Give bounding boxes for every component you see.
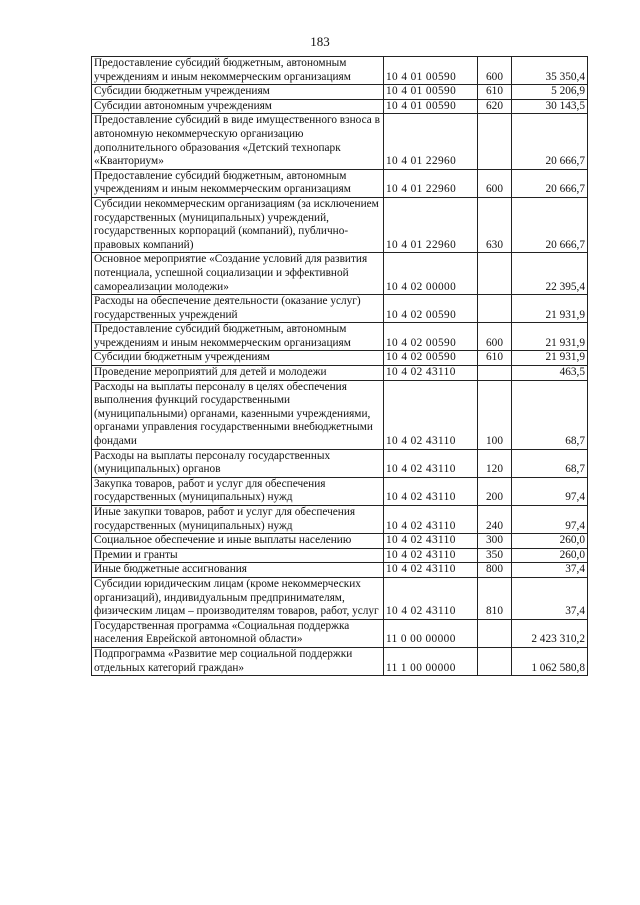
row-target-code-cell: 10 4 02 43110	[384, 534, 478, 549]
table-row	[92, 57, 588, 85]
row-expense-type-cell	[478, 253, 512, 295]
row-amount-cell: 22 395,4	[512, 253, 588, 295]
row-amount-cell: 68,7	[512, 380, 588, 449]
table-row	[92, 619, 588, 647]
row-name-cell: Государственная программа «Социальная поддержка населения Еврейской автономной области»	[92, 619, 384, 647]
row-name-cell: Закупка товаров, работ и услуг для обеспечения государственных (муниципальных) нужд	[92, 477, 384, 505]
row-amount-cell: 1 062 580,8	[512, 647, 588, 675]
table-row	[92, 197, 588, 252]
row-expense-type-cell	[478, 647, 512, 675]
row-target-code-cell: 10 4 02 00000	[384, 253, 478, 295]
table-row	[92, 85, 588, 100]
row-expense-type-cell: 800	[478, 563, 512, 578]
row-expense-type-cell: 600	[478, 57, 512, 85]
table-row	[92, 647, 588, 675]
row-name-cell: Субсидии юридическим лицам (кроме некоммерческих организаций), индивидуальным предпринимателям, физическим лицам – производителям товаров, работ, услуг	[92, 577, 384, 619]
row-target-code-cell: 10 4 01 22960	[384, 169, 478, 197]
row-name-cell: Иные бюджетные ассигнования	[92, 563, 384, 578]
table-row	[92, 351, 588, 366]
table-row	[92, 577, 588, 619]
row-expense-type-cell: 200	[478, 477, 512, 505]
row-amount-cell: 35 350,4	[512, 57, 588, 85]
row-amount-cell: 37,4	[512, 577, 588, 619]
row-expense-type-cell: 620	[478, 99, 512, 114]
row-target-code-cell: 10 4 02 43110	[384, 477, 478, 505]
row-name-cell: Проведение мероприятий для детей и молодежи	[92, 366, 384, 381]
row-target-code-cell: 10 4 02 43110	[384, 449, 478, 477]
row-target-code-cell: 10 4 02 43110	[384, 563, 478, 578]
row-target-code-cell: 10 4 01 22960	[384, 114, 478, 169]
row-expense-type-cell: 240	[478, 506, 512, 534]
row-amount-cell: 260,0	[512, 548, 588, 563]
row-target-code-cell: 10 4 02 43110	[384, 577, 478, 619]
row-expense-type-cell: 100	[478, 380, 512, 449]
row-expense-type-cell: 610	[478, 85, 512, 100]
table-row	[92, 253, 588, 295]
row-name-cell: Расходы на выплаты персоналу государственных (муниципальных) органов	[92, 449, 384, 477]
table-row	[92, 563, 588, 578]
row-target-code-cell: 10 4 01 00590	[384, 85, 478, 100]
row-amount-cell: 2 423 310,2	[512, 619, 588, 647]
row-name-cell: Предоставление субсидий бюджетным, автономным учреждениям и иным некоммерческим организациям	[92, 57, 384, 85]
table-row	[92, 449, 588, 477]
row-name-cell: Предоставление субсидий в виде имущественного взноса в автономную некоммерческую организацию дополнительного образования «Детский технопарк «Кванториум»	[92, 114, 384, 169]
row-name-cell: Предоставление субсидий бюджетным, автономным учреждениям и иным некоммерческим организациям	[92, 169, 384, 197]
row-expense-type-cell: 600	[478, 323, 512, 351]
budget-table	[91, 56, 588, 676]
row-target-code-cell: 10 4 02 00590	[384, 351, 478, 366]
row-name-cell: Премии и гранты	[92, 548, 384, 563]
row-name-cell: Подпрограмма «Развитие мер социальной поддержки отдельных категорий граждан»	[92, 647, 384, 675]
row-name-cell: Расходы на обеспечение деятельности (оказание услуг) государственных учреждений	[92, 295, 384, 323]
row-name-cell: Предоставление субсидий бюджетным, автономным учреждениям и иным некоммерческим организациям	[92, 323, 384, 351]
row-amount-cell: 37,4	[512, 563, 588, 578]
table-row	[92, 548, 588, 563]
row-amount-cell: 21 931,9	[512, 323, 588, 351]
table-row	[92, 99, 588, 114]
table-row	[92, 114, 588, 169]
row-expense-type-cell	[478, 366, 512, 381]
table-row	[92, 380, 588, 449]
row-name-cell: Расходы на выплаты персоналу в целях обеспечения выполнения функций государственными (муниципальными) органами, казенными учреждениями, органами управления государственными внебюджетными фондами	[92, 380, 384, 449]
row-name-cell: Субсидии бюджетным учреждениям	[92, 85, 384, 100]
row-target-code-cell: 10 4 02 43110	[384, 380, 478, 449]
row-target-code-cell: 10 4 01 00590	[384, 99, 478, 114]
row-amount-cell: 30 143,5	[512, 99, 588, 114]
row-name-cell: Иные закупки товаров, работ и услуг для обеспечения государственных (муниципальных) нужд	[92, 506, 384, 534]
row-name-cell: Социальное обеспечение и иные выплаты населению	[92, 534, 384, 549]
row-target-code-cell: 11 1 00 00000	[384, 647, 478, 675]
table-row	[92, 534, 588, 549]
row-amount-cell: 20 666,7	[512, 114, 588, 169]
row-expense-type-cell	[478, 295, 512, 323]
row-expense-type-cell: 630	[478, 197, 512, 252]
row-expense-type-cell: 350	[478, 548, 512, 563]
page-number: 183	[310, 34, 330, 49]
row-amount-cell: 97,4	[512, 477, 588, 505]
row-expense-type-cell: 600	[478, 169, 512, 197]
row-amount-cell: 21 931,9	[512, 351, 588, 366]
row-amount-cell: 463,5	[512, 366, 588, 381]
row-target-code-cell: 10 4 02 00590	[384, 295, 478, 323]
row-amount-cell: 5 206,9	[512, 85, 588, 100]
row-expense-type-cell	[478, 619, 512, 647]
row-target-code-cell: 10 4 02 43110	[384, 548, 478, 563]
table-row	[92, 323, 588, 351]
row-name-cell: Субсидии некоммерческим организациям (за исключением государственных (муниципальных) учреждений, государственных корпораций (компаний), публично-правовых компаний)	[92, 197, 384, 252]
row-name-cell: Основное мероприятие «Создание условий для развития потенциала, успешной социализации и эффективной самореализации молодежи»	[92, 253, 384, 295]
row-amount-cell: 68,7	[512, 449, 588, 477]
table-row	[92, 295, 588, 323]
row-amount-cell: 97,4	[512, 506, 588, 534]
row-amount-cell: 21 931,9	[512, 295, 588, 323]
budget-table-body	[92, 57, 588, 676]
row-expense-type-cell: 120	[478, 449, 512, 477]
row-target-code-cell: 11 0 00 00000	[384, 619, 478, 647]
row-amount-cell: 20 666,7	[512, 169, 588, 197]
row-amount-cell: 20 666,7	[512, 197, 588, 252]
row-expense-type-cell	[478, 114, 512, 169]
row-target-code-cell: 10 4 01 00590	[384, 57, 478, 85]
table-row	[92, 169, 588, 197]
table-row	[92, 366, 588, 381]
row-expense-type-cell: 300	[478, 534, 512, 549]
row-expense-type-cell: 610	[478, 351, 512, 366]
row-name-cell: Субсидии бюджетным учреждениям	[92, 351, 384, 366]
table-row	[92, 506, 588, 534]
row-target-code-cell: 10 4 02 43110	[384, 506, 478, 534]
row-expense-type-cell: 810	[478, 577, 512, 619]
row-amount-cell: 260,0	[512, 534, 588, 549]
row-target-code-cell: 10 4 01 22960	[384, 197, 478, 252]
row-target-code-cell: 10 4 02 00590	[384, 323, 478, 351]
row-name-cell: Субсидии автономным учреждениям	[92, 99, 384, 114]
table-row	[92, 477, 588, 505]
row-target-code-cell: 10 4 02 43110	[384, 366, 478, 381]
